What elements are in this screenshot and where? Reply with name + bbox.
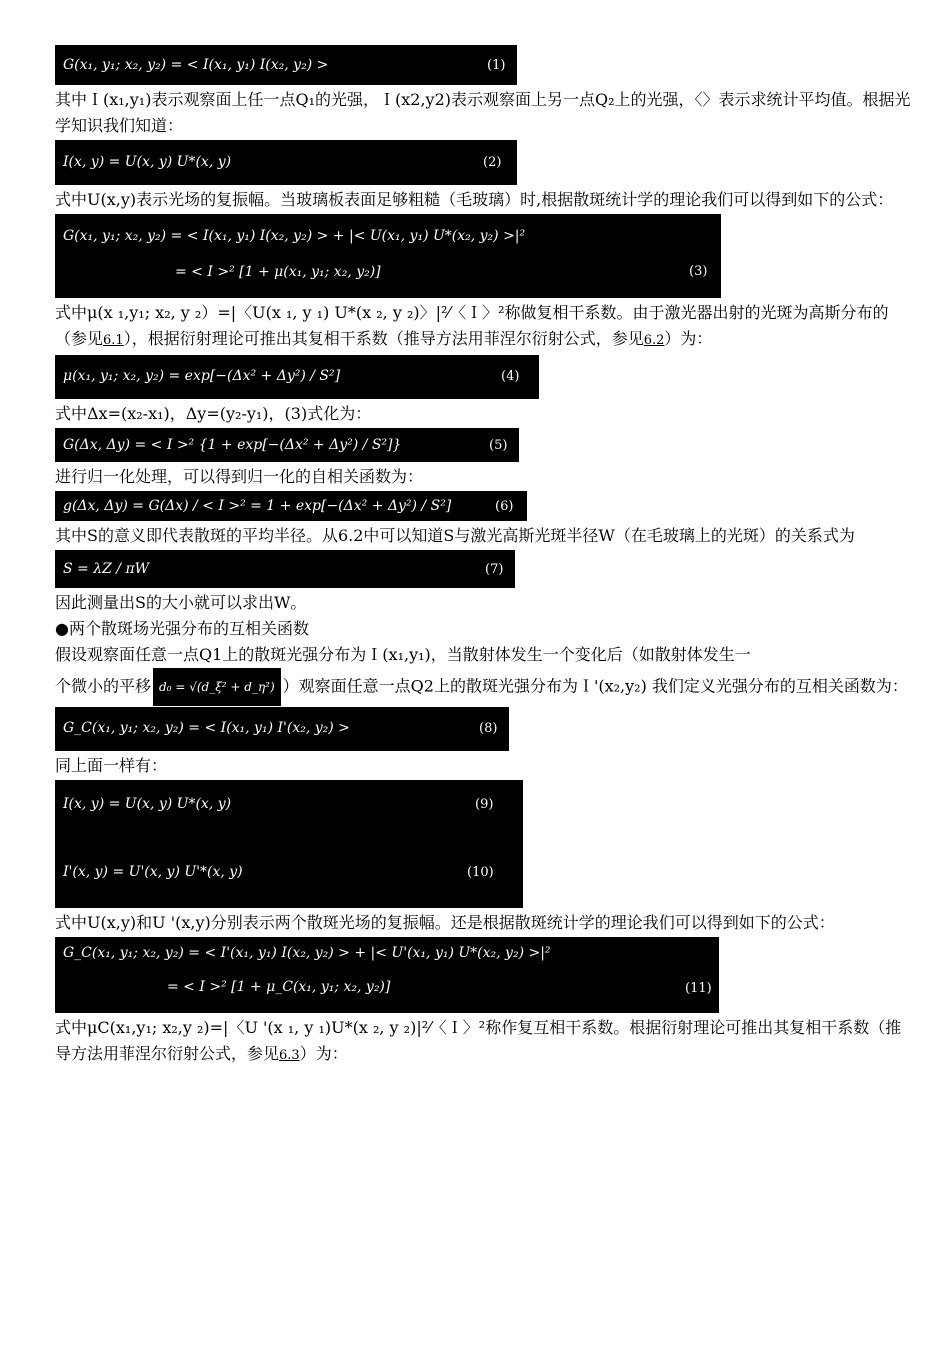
formula-6-number: (6) bbox=[495, 499, 514, 514]
formula-11 bbox=[55, 937, 719, 1013]
formula-5-expr: G(Δx, Δy) = < I >² {1 + exp[−(Δx² + Δy²) / S²]} bbox=[63, 437, 402, 453]
paragraph-complex-amplitude: 式中U(x,y)表示光场的复振幅。当玻璃板表面足够粗糙（毛玻璃）时,根据散斑统计学的理论我们可以得到如下的公式： bbox=[55, 190, 894, 209]
paragraph-two-fields: 式中U(x,y)和U '(x,y)分别表示两个散斑光场的复振幅。还是根据散斑统计学的理论我们可以得到如下的公式： bbox=[55, 913, 835, 932]
text-span: 式中μ(x ₁,y₁; x₂, y ₂）=|〈U(x ₁, y ₁) U*(x ₂, y ₂)〉|²⁄〈Ｉ〉²称做复相干系数。由于激光器出射的光斑为高斯分布的（参见 bbox=[55, 303, 889, 348]
reference-link-6-1[interactable]: 6.1 bbox=[103, 333, 124, 348]
paragraph-intensity-definition: 其中Ｉ(x₁,y₁)表示观察面上任一点Q₁的光强，Ｉ(x2,y2)表示观察面上另一点Q₂上的光强，〈〉表示求统计平均值。根据光学知识我们知道： bbox=[55, 90, 911, 135]
formula-8-expr: G_C(x₁, y₁; x₂, y₂) = < I(x₁, y₁) I'(x₂, y₂) > bbox=[63, 720, 350, 736]
formula-5-number: (5) bbox=[489, 438, 508, 453]
paragraph-scatterer-shift-cont bbox=[55, 668, 915, 706]
formula-8 bbox=[55, 707, 509, 751]
formula-8-number: (8) bbox=[479, 721, 498, 736]
formula-1-number: (1) bbox=[487, 58, 506, 73]
reference-link-6-3[interactable]: 6.3 bbox=[279, 1048, 300, 1063]
formula-9-number: (9) bbox=[475, 797, 494, 812]
paragraph-measure-s: 因此测量出S的大小就可以求出W。 bbox=[55, 593, 307, 612]
formula-4-number: (4) bbox=[501, 369, 520, 384]
paragraph-scatterer-shift: 假设观察面任意一点Q1上的散斑光强分布为Ｉ(x₁,y₁)，当散射体发生一个变化后（如散射体发生一 bbox=[55, 645, 751, 664]
text-span: 个微小的平移 bbox=[55, 676, 152, 696]
paragraph-coherence-coefficient bbox=[55, 300, 915, 354]
formula-3-number: (3) bbox=[689, 264, 708, 279]
formula-6 bbox=[55, 491, 527, 521]
formula-7 bbox=[55, 550, 515, 588]
paragraph-same-as-above: 同上面一样有： bbox=[55, 756, 168, 775]
formula-1 bbox=[55, 45, 517, 85]
formula-5 bbox=[55, 428, 519, 462]
paragraph-delta-definition: 式中Δx=(x₂-x₁)，Δy=(y₂-y₁)，(3)式化为： bbox=[55, 404, 372, 423]
formula-7-number: (7) bbox=[485, 562, 504, 577]
paragraph-speckle-radius: 其中S的意义即代表散斑的平均半径。从6.2中可以知道S与激光高斯光斑半径W（在毛玻璃上的光斑）的关系式为 bbox=[55, 526, 855, 545]
inline-formula-d0: d₀ = √(d_ξ² + d_η²) bbox=[153, 668, 281, 706]
formula-9-10 bbox=[55, 780, 523, 908]
text-span: 式中μC(x₁,y₁; x₂,y ₂)=|〈U '(x ₁, y ₁)U*(x ₂, y ₂)|²⁄〈Ｉ〉²称作复互相干系数。根据衍射理论可推出其复相干系数（推导方法用菲涅尔衍射公式，参见 bbox=[55, 1018, 902, 1063]
formula-3-line1: G(x₁, y₁; x₂, y₂) = < I(x₁, y₁) I(x₂, y₂) > + |< U(x₁, y₁) U*(x₂, y₂) >|² bbox=[63, 228, 526, 244]
text-span: ）为： bbox=[664, 329, 713, 348]
formula-1-expr: G(x₁, y₁; x₂, y₂) = < I(x₁, y₁) I(x₂, y₂) > bbox=[63, 57, 329, 73]
reference-link-6-2[interactable]: 6.2 bbox=[643, 333, 665, 348]
paragraph-normalization: 进行归一化处理，可以得到归一化的自相关函数为： bbox=[55, 467, 424, 486]
formula-7-expr: S = λZ / πW bbox=[63, 561, 150, 577]
formula-3-line2: = < I >² [1 + μ(x₁, y₁; x₂, y₂)] bbox=[175, 264, 381, 280]
formula-11-line1: G_C(x₁, y₁; x₂, y₂) = < I'(x₁, y₁) I(x₂, y₂) > + |< U'(x₁, y₁) U*(x₂, y₂) >|² bbox=[63, 945, 551, 961]
formula-3 bbox=[55, 214, 721, 298]
formula-4-expr: μ(x₁, y₁; x₂, y₂) = exp[−(Δx² + Δy²) / S²] bbox=[63, 368, 341, 384]
text-span: ）观察面任意一点Q2上的散斑光强分布为Ｉ'(x₂,y₂) 我们定义光强分布的互相关函数为： bbox=[282, 676, 908, 696]
formula-10-number: (10) bbox=[467, 865, 494, 880]
text-span: ），根据衍射理论可推出其复相干系数（推导方法用菲涅尔衍射公式，参见 bbox=[123, 329, 644, 348]
section-heading-cross-correlation: ●两个散斑场光强分布的互相关函数 bbox=[55, 619, 309, 638]
paragraph-mutual-coherence bbox=[55, 1015, 915, 1069]
formula-2-expr: I(x, y) = U(x, y) U*(x, y) bbox=[63, 154, 232, 170]
formula-6-expr: g(Δx, Δy) = G(Δx) / < I >² = 1 + exp[−(Δx² + Δy²) / S²] bbox=[63, 498, 452, 514]
formula-9-expr: I(x, y) = U(x, y) U*(x, y) bbox=[63, 796, 232, 812]
formula-11-number: (11) bbox=[685, 981, 712, 996]
formula-10-expr: I'(x, y) = U'(x, y) U'*(x, y) bbox=[63, 864, 243, 880]
text-span: ）为： bbox=[299, 1044, 348, 1063]
document-page bbox=[55, 44, 915, 1069]
formula-2-number: (2) bbox=[483, 155, 502, 170]
formula-11-line2: = < I >² [1 + μ_C(x₁, y₁; x₂, y₂)] bbox=[167, 979, 391, 995]
formula-2 bbox=[55, 140, 517, 185]
formula-4 bbox=[55, 355, 539, 399]
